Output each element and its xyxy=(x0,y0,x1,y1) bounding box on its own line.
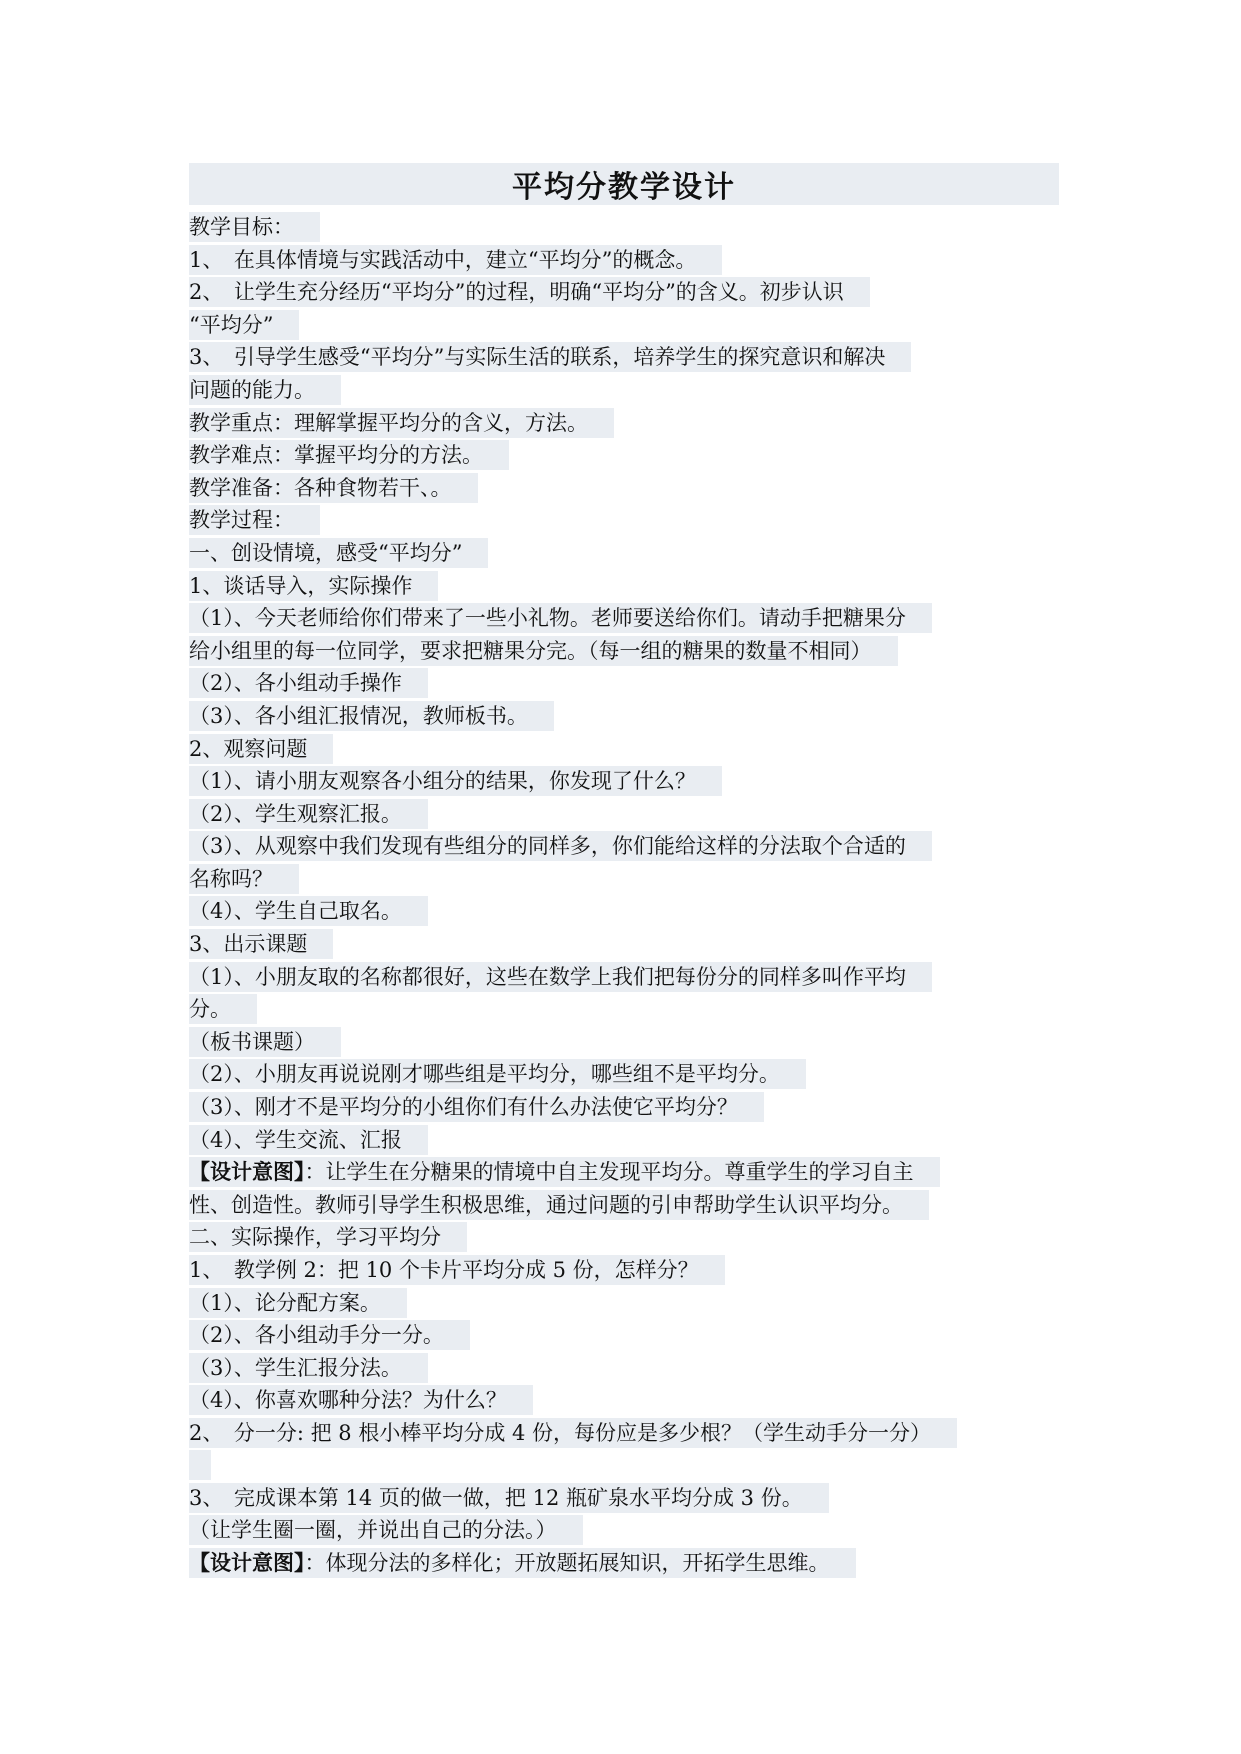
text-line xyxy=(189,504,1059,537)
text-line xyxy=(189,537,1059,570)
line-text: （1）、小朋友取的名称都很好，这些在数学上我们把每份分的同样多叫作平均 xyxy=(189,962,932,992)
text-line xyxy=(189,830,1059,863)
text-line xyxy=(189,570,1059,603)
line-text: 【设计意图】：让学生在分糖果的情境中自主发现平均分。尊重学生的学习自主 xyxy=(189,1157,940,1187)
line-text: 【设计意图】：体现分法的多样化；开放题拓展知识，开拓学生思维。 xyxy=(189,1548,856,1578)
line-text: （4）、学生交流、汇报 xyxy=(189,1125,428,1155)
text-line xyxy=(189,341,1059,374)
text-line xyxy=(189,439,1059,472)
text-line xyxy=(189,407,1059,440)
line-text: （3）、从观察中我们发现有些组分的同样多，你们能给这样的分法取个合适的 xyxy=(189,831,932,861)
text-line xyxy=(189,1058,1059,1091)
text-line xyxy=(189,667,1059,700)
line-text: 2、 让学生充分经历“平均分”的过程，明确“平均分”的含义。初步认识 xyxy=(189,277,870,307)
line-text: 3、出示课题 xyxy=(189,929,333,959)
text-line xyxy=(189,928,1059,961)
line-text: 3、 完成课本第 14 页的做一做，把 12 瓶矿泉水平均分成 3 份。 xyxy=(189,1483,829,1513)
line-text: （2）、小朋友再说说刚才哪些组是平均分，哪些组不是平均分。 xyxy=(189,1059,806,1089)
text-line xyxy=(189,1026,1059,1059)
text-line xyxy=(189,309,1059,342)
text-line xyxy=(189,244,1059,277)
text-line xyxy=(189,1156,1059,1189)
line-text: 名称吗？ xyxy=(189,864,299,894)
text-line xyxy=(189,1287,1059,1320)
text-line xyxy=(189,1124,1059,1157)
line-text: 一、创设情境，感受“平均分” xyxy=(189,538,488,568)
line-text: 给小组里的每一位同学，要求把糖果分完。（每一组的糖果的数量不相同） xyxy=(189,636,898,666)
line-text: 2、 分一分: 把 8 根小棒平均分成 4 份，每份应是多少根？（学生动手分一分） xyxy=(189,1418,957,1448)
line-text: （3）、学生汇报分法。 xyxy=(189,1353,428,1383)
document-body xyxy=(189,163,1059,1579)
text-line xyxy=(189,1254,1059,1287)
line-text: 教学过程： xyxy=(189,505,320,535)
text-line xyxy=(189,1091,1059,1124)
text-line xyxy=(189,1384,1059,1417)
line-text: 二、实际操作，学习平均分 xyxy=(189,1222,467,1252)
line-text: 教学难点：掌握平均分的方法。 xyxy=(189,440,509,470)
text-line xyxy=(189,1482,1059,1515)
line-text: （4）、学生自己取名。 xyxy=(189,896,428,926)
text-line xyxy=(189,1547,1059,1580)
line-text: 3、 引导学生感受“平均分”与实际生活的联系，培养学生的探究意识和解决 xyxy=(189,342,911,372)
line-text: （3）、各小组汇报情况，教师板书。 xyxy=(189,701,554,731)
line-text: （2）、各小组动手分一分。 xyxy=(189,1320,470,1350)
text-line xyxy=(189,1221,1059,1254)
line-text: （1）、论分配方案。 xyxy=(189,1288,407,1318)
text-line xyxy=(189,1450,1059,1482)
line-text: （1）、今天老师给你们带来了一些小礼物。老师要送给你们。请动手把糖果分 xyxy=(189,603,932,633)
line-text: 教学重点：理解掌握平均分的含义，方法。 xyxy=(189,408,614,438)
text-line xyxy=(189,1352,1059,1385)
line-text: （3）、刚才不是平均分的小组你们有什么办法使它平均分？ xyxy=(189,1092,764,1122)
line-text: （2）、各小组动手操作 xyxy=(189,668,428,698)
text-lines xyxy=(189,211,1059,1579)
line-text: 教学目标： xyxy=(189,212,320,242)
text-line xyxy=(189,993,1059,1026)
line-text: （4）、你喜欢哪种分法？为什么？ xyxy=(189,1385,533,1415)
text-line xyxy=(189,635,1059,668)
document-title: 平均分教学设计 xyxy=(512,170,736,205)
line-text: 性、创造性。教师引导学生积极思维，通过问题的引申帮助学生认识平均分。 xyxy=(189,1190,929,1220)
line-text: （1）、请小朋友观察各小组分的结果，你发现了什么？ xyxy=(189,766,722,796)
text-line xyxy=(189,1417,1059,1450)
text-line xyxy=(189,276,1059,309)
line-text: 1、谈话导入，实际操作 xyxy=(189,571,438,601)
text-line xyxy=(189,700,1059,733)
line-text: （让学生圈一圈，并说出自己的分法。） xyxy=(189,1515,583,1545)
line-text: 1、 在具体情境与实践活动中，建立“平均分”的概念。 xyxy=(189,245,722,275)
text-line xyxy=(189,765,1059,798)
line-text: 1、 教学例 2：把 10 个卡片平均分成 5 份，怎样分？ xyxy=(189,1255,725,1285)
line-text xyxy=(189,1450,211,1480)
text-line xyxy=(189,472,1059,505)
title-bar xyxy=(189,163,1059,205)
line-text: （2）、学生观察汇报。 xyxy=(189,799,428,829)
text-line xyxy=(189,1514,1059,1547)
text-line xyxy=(189,211,1059,244)
line-text: “平均分” xyxy=(189,310,299,340)
text-line xyxy=(189,1189,1059,1222)
text-line xyxy=(189,863,1059,896)
text-line xyxy=(189,798,1059,831)
text-line xyxy=(189,961,1059,994)
line-text: 2、观察问题 xyxy=(189,734,333,764)
line-text: 分。 xyxy=(189,994,257,1024)
text-line xyxy=(189,1319,1059,1352)
line-text: 教学准备：各种食物若干、。 xyxy=(189,473,478,503)
text-line xyxy=(189,733,1059,766)
text-line xyxy=(189,374,1059,407)
line-text: 问题的能力。 xyxy=(189,375,341,405)
text-line xyxy=(189,895,1059,928)
text-line xyxy=(189,602,1059,635)
line-text: （板书课题） xyxy=(189,1027,341,1057)
